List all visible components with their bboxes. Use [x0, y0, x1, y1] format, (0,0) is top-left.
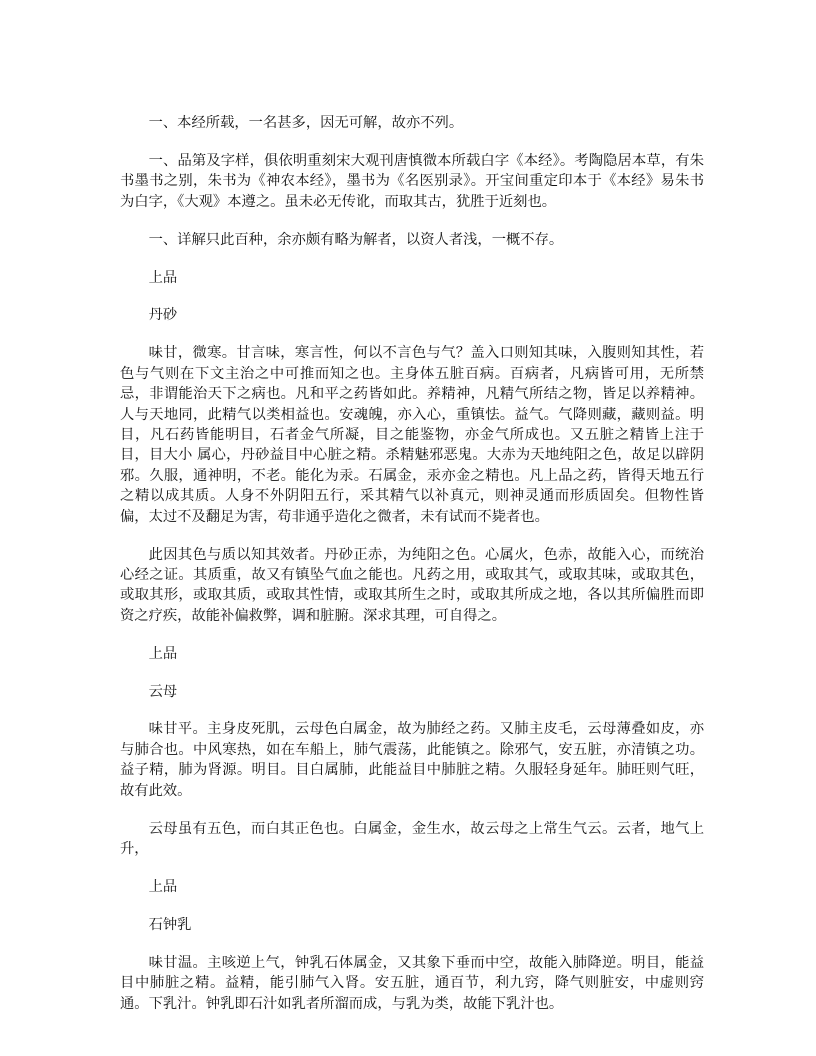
- note-paragraph-1: 一、本经所载，一名甚多，因无可解，故亦不列。: [148, 115, 464, 131]
- section-heading-grade: 上品: [148, 878, 178, 895]
- entry-text-mica: 味甘平。主身皮死肌，云母色白属金，故为肺经之药。又肺主皮毛，云母薄叠如皮，亦与肺合也。中风寒热，如在车船上，肺气震荡，此能镇之。除邪气，安五脏，亦清镇之功。益子精，肺为肾源。明目。目白属肺，此能益目中肺脏之精。久服轻身延年。肺旺则气旺，故有此效。: [120, 721, 704, 799]
- note-paragraph-3: 一、详解只此百种，余亦颇有略为解者，以资人者浅，一概不存。: [148, 231, 564, 248]
- note-paragraph-2: 一、品第及字样，俱依明重刻宋大观刊唐慎微本所载白字《本经》。考陶隐居本草，有朱书墨书之别，朱书为《神农本经》，墨书为《名医别录》。开宝间重定印本于《本经》易朱书为白字，《大观》本遵之。虽未必无传讹，而取其古，犹胜于近刻也。: [120, 152, 704, 210]
- commentary-cinnabar: 此因其色与质以知其效者。丹砂正赤，为纯阳之色。心属火，色赤，故能入心，而统治心经之证。其质重，故又有镇坠气血之能也。凡药之用，或取其气，或取其味，或取其色，或取其形，或取其质，或取其性情，或取其所生之时，或取其所成之地，各以其所偏胜而即资之疗疾，故能补偏救弊，调和脏腑。深求其理，可自得之。: [120, 546, 704, 624]
- document-body: [120, 113, 704, 1031]
- section-heading-grade: 上品: [148, 645, 178, 662]
- entry-heading-cinnabar: 丹砂: [148, 307, 178, 324]
- section-heading-grade: 上品: [148, 269, 178, 286]
- entry-text-cinnabar: 味甘，微寒。甘言味，寒言性，何以不言色与气？盖入口则知其味，入腹则知其性，若色与气则在下文主治之中可推而知之也。主身体五脏百病。百病者，凡病皆可用，无所禁忌，非谓能治天下之病也。凡和平之药皆如此。养精神，凡精气所结之物，皆足以养精神。人与天地同，此精气以类相益也。安魂魄，亦入心，重镇怯。益气。气降则藏，藏则益。明目，凡石药皆能明目，石者金气所凝，目之能鉴物，亦金气所成也。又五脏之精皆上注于目，目大小 属心，丹砂益目中心脏之精。杀精魅邪恶鬼。大赤为天地纯阳之色，故足以辟阴邪。久服，通神明，不老。能化为汞。石属金，汞亦金之精也。凡上品之药，皆得天地五行之精以成其质。人身不外阴阳五行，采其精气以补真元，则神灵通而形质固矣。但物性皆偏，太过不及翻足为害，苟非通乎造化之微者，未有试而不毙者也。: [120, 345, 704, 525]
- entry-text-stalactite: 味甘温。主咳逆上气，钟乳石体属金，又其象下垂而中空，故能入肺降逆。明目，能益目中肺脏之精。益精，能引肺气入肾。安五脏，通百节，利九窍，降气则脏安，中虚则窍通。下乳汁。钟乳即石汁如乳者所溜而成，与乳为类，故能下乳汁也。: [120, 954, 704, 1012]
- commentary-mica: 云母虽有五色，而白其正色也。白属金，金生水，故云母之上常生气云。云者，地气上升，: [120, 820, 704, 857]
- entry-heading-stalactite: 石钟乳: [148, 916, 192, 933]
- entry-heading-mica: 云母: [148, 683, 178, 700]
